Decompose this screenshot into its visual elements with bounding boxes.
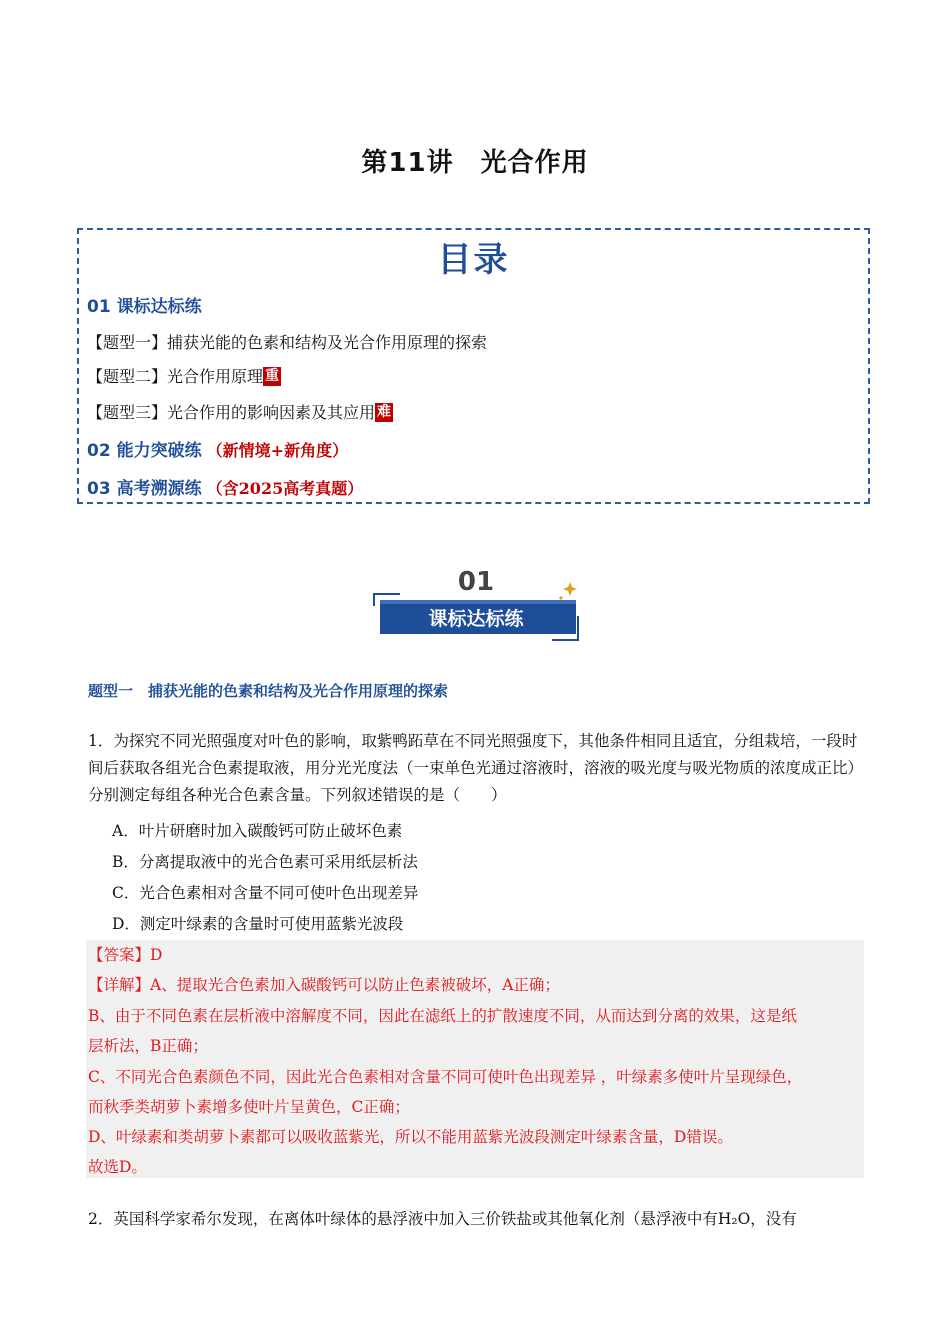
toc-item-1[interactable] [87, 330, 487, 353]
option-a: A．叶片研磨时加入碳酸钙可防止破坏色素 [112, 822, 403, 840]
toc-item-3[interactable] [87, 400, 393, 423]
explanation-line: C、不同光合色素颜色不同，因此光合色素相对含量不同可使叶色出现差异 ，叶绿素多使叶片呈现绿色， [88, 1068, 803, 1086]
toc-section-sub: （新情境+新角度） [206, 441, 349, 460]
answer-line: 【答案】D [88, 946, 163, 964]
option-c: C．光合色素相对含量不同可使叶色出现差异 [112, 884, 419, 902]
toc-section-2[interactable] [87, 436, 348, 461]
page-title: 第11讲 光合作用 [361, 148, 589, 178]
explanation-line: 层析法，B正确； [88, 1037, 208, 1055]
option-d: D．测定叶绿素的含量时可使用蓝紫光波段 [112, 915, 404, 933]
sparkle-icon [559, 582, 577, 600]
toc-section-1[interactable] [87, 292, 202, 317]
section-banner [370, 562, 582, 644]
toc-section-label: 02 能力突破练 [87, 441, 202, 461]
answer-box [86, 940, 864, 1178]
toc-section-sub: （含2025高考真题） [206, 479, 364, 498]
key-point-badge: 重 [265, 368, 280, 384]
explanation-line: D、叶绿素和类胡萝卜素都可以吸收蓝紫光，所以不能用蓝紫光波段测定叶绿素含量，D错误。 [88, 1128, 733, 1146]
toc-item-label: 【题型二】光合作用原理 [87, 367, 264, 386]
section-title: 题型一 捕获光能的色素和结构及光合作用原理的探索 [88, 682, 449, 700]
explanation-line: B、由于不同色素在层析液中溶解度不同，因此在滤纸上的扩散速度不同，从而达到分离的效果，这是纸 [88, 1007, 797, 1025]
toc-item-label: 【题型一】捕获光能的色素和结构及光合作用原理的探索 [87, 333, 488, 352]
toc-heading: 目录 [437, 240, 510, 280]
banner-label: 课标达标练 [428, 608, 524, 630]
toc-section-label: 01 课标达标练 [87, 297, 202, 317]
option-b: B．分离提取液中的光合色素可采用纸层析法 [112, 853, 418, 871]
conclusion-line: 故选D。 [88, 1158, 147, 1176]
question-2-stem: 2．英国科学家希尔发现，在离体叶绿体的悬浮液中加入三价铁盐或其他氧化剂（悬浮液中有H₂O，没有 [88, 1210, 797, 1228]
banner-number: 01 [457, 567, 495, 597]
explanation-line: 【详解】A、提取光合色素加入碳酸钙可以防止色素被破坏，A正确； [88, 976, 560, 994]
table-of-contents [77, 228, 870, 504]
explanation-line: 而秋季类胡萝卜素增多使叶片呈黄色，C正确； [88, 1098, 410, 1116]
difficult-badge: 难 [377, 404, 392, 420]
toc-item-2[interactable] [87, 364, 281, 387]
toc-section-3[interactable] [87, 474, 363, 499]
toc-item-label: 【题型三】光合作用的影响因素及其应用 [87, 403, 376, 422]
question-1-stem: 1．为探究不同光照强度对叶色的影响，取紫鸭跖草在不同光照强度下，其他条件相同且适宜，分组栽培，一段时间后获取各组光合色素提取液，用分光光度法（一束单色光通过溶液时，溶液的吸光度与吸光物质的浓度成正比）分别测定每组各种光合色素含量。下列叙述错误的是（ ） [88, 732, 864, 804]
toc-section-label: 03 高考溯源练 [87, 479, 202, 499]
